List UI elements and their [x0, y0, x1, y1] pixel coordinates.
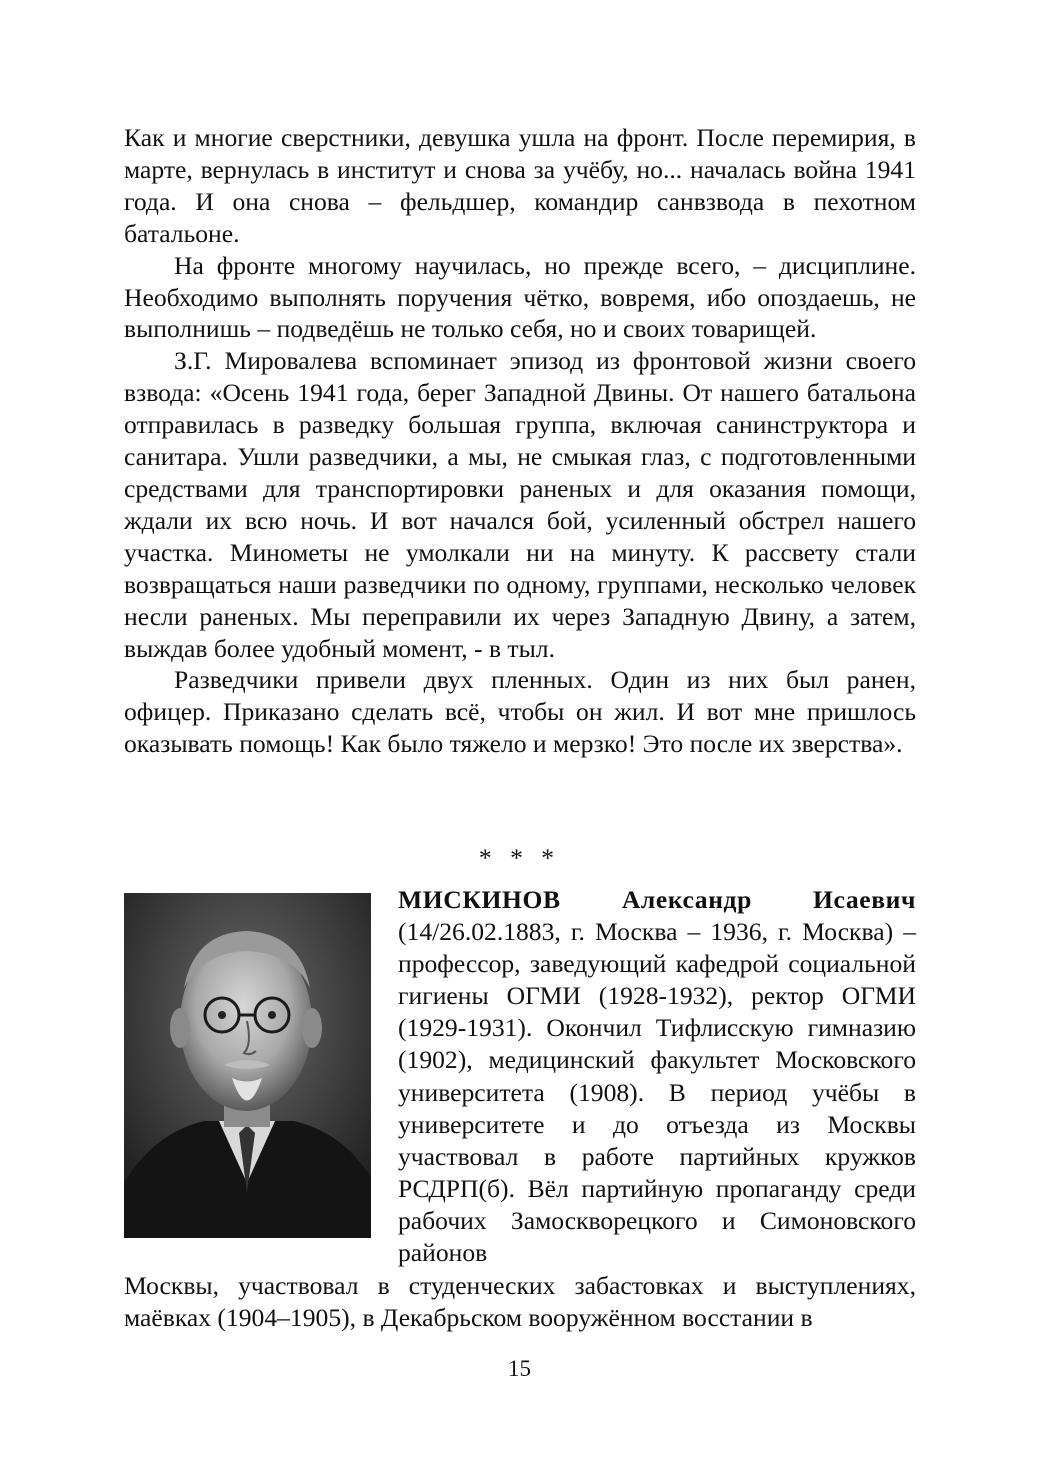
biography-continuation	[124, 1270, 916, 1334]
section-separator: * * *	[478, 843, 561, 872]
paragraph-1: Как и многие сверстники, девушка ушла на фронт. После перемирия, в марте, вернулась в институт и снова за учёбу, но... началась война 1941 года. И она снова – фельдшер, командир санвзвода в пехотном батальоне.	[124, 123, 916, 248]
person-name: МИСКИНОВ Александр Исаевич	[398, 885, 916, 914]
page-number: 15	[508, 1356, 531, 1381]
paragraph-3: З.Г. Мировалева вспоминает эпизод из фронтовой жизни своего взвода: «Осень 1941 года, берег Западной Двины. От нашего батальона отправилась в разведку большая группа, включая санинструктора и санитара. Ушли разведчики, а мы, не смыкая глаз, с подготовленными средствами для транспортировки раненых и для оказания помощи, ждали их всю ночь. И вот начался бой, усиленный обстрел нашего участка. Минометы не умолкали ни на минуту. К рассвету стали возвращаться наши разведчики по одному, группами, несколько человек несли раненых. Мы переправили их через Западную Двину, а затем, выждав более удобный момент, - в тыл.	[124, 346, 916, 663]
portrait-photo	[124, 893, 371, 1238]
biography-intro	[398, 884, 916, 1269]
biography-text-right: (14/26.02.1883, г. Москва – 1936, г. Москва) – профессор, заведующий кафедрой социальной гигиены ОГМИ (1928-1932), ректор ОГМИ (1929-1931). Окончил Тифлисскую гимназию (1902), медицинский факультет Московского университета (1908). В период учёбы в университете и до отъезда из Москвы участвовал в работе партийных кружков РСДРП(б). Вёл партийную пропаганду среди рабочих Замоскворецкого и Симоновского районов	[398, 917, 916, 1268]
main-text	[124, 122, 916, 760]
paragraph-4: Разведчики привели двух пленных. Один из них был ранен, офицер. Приказано сделать всё, чтобы он жил. И вот мне пришлось оказывать помощь! Как было тяжело и мерзко! Это после их зверства».	[124, 665, 916, 759]
biography-text-full: Москвы, участвовал в студенческих забастовках и выступлениях, маёвках (1904–1905), в Декабрьском вооружённом восстании в	[124, 1271, 916, 1333]
paragraph-2: На фронте многому научилась, но прежде всего, – дисциплине. Необходимо выполнять поручения чётко, вовремя, ибо опоздаешь, не выполнишь – подведёшь не только себя, но и своих товарищей.	[124, 250, 916, 344]
